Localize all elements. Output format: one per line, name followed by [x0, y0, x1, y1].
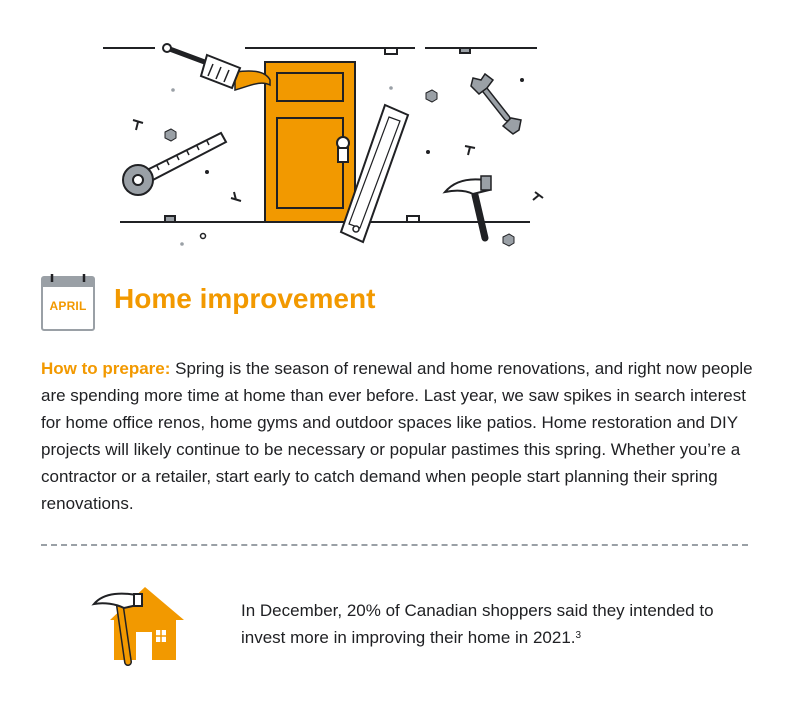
prepare-paragraph: [41, 355, 761, 517]
page-title: Home improvement: [114, 283, 376, 314]
house-hammer-icon: [90, 582, 186, 666]
prepare-body: Spring is the season of renewal and home renovations, and right now people are spending more time at home than ever before. Last year, we saw spikes in search interest for home office renos, home gyms and outdoor spaces like patios. Home restoration and DIY projects will likely continue to be necessary or popular pastimes this spring. Whether you’re a contractor or a retailer, start early to catch demand when people start planning their spring renovations.: [41, 359, 753, 513]
footnote-marker: 3: [575, 630, 582, 641]
measuring-tape-icon: [123, 133, 226, 195]
stat-body: In December, 20% of Canadian shoppers said they intended to invest more in improving their home in 2021.: [241, 601, 714, 647]
prepare-lead: How to prepare:: [41, 359, 171, 378]
stat-text: [241, 597, 761, 651]
paint-brush-icon: [163, 44, 270, 90]
calendar-month: APRIL: [49, 299, 87, 313]
dashed-divider: [41, 544, 748, 546]
hammer-icon: [445, 176, 491, 238]
home-renovation-illustration: [95, 30, 565, 255]
wrench-icon: [471, 74, 521, 134]
door-icon: [265, 62, 355, 222]
